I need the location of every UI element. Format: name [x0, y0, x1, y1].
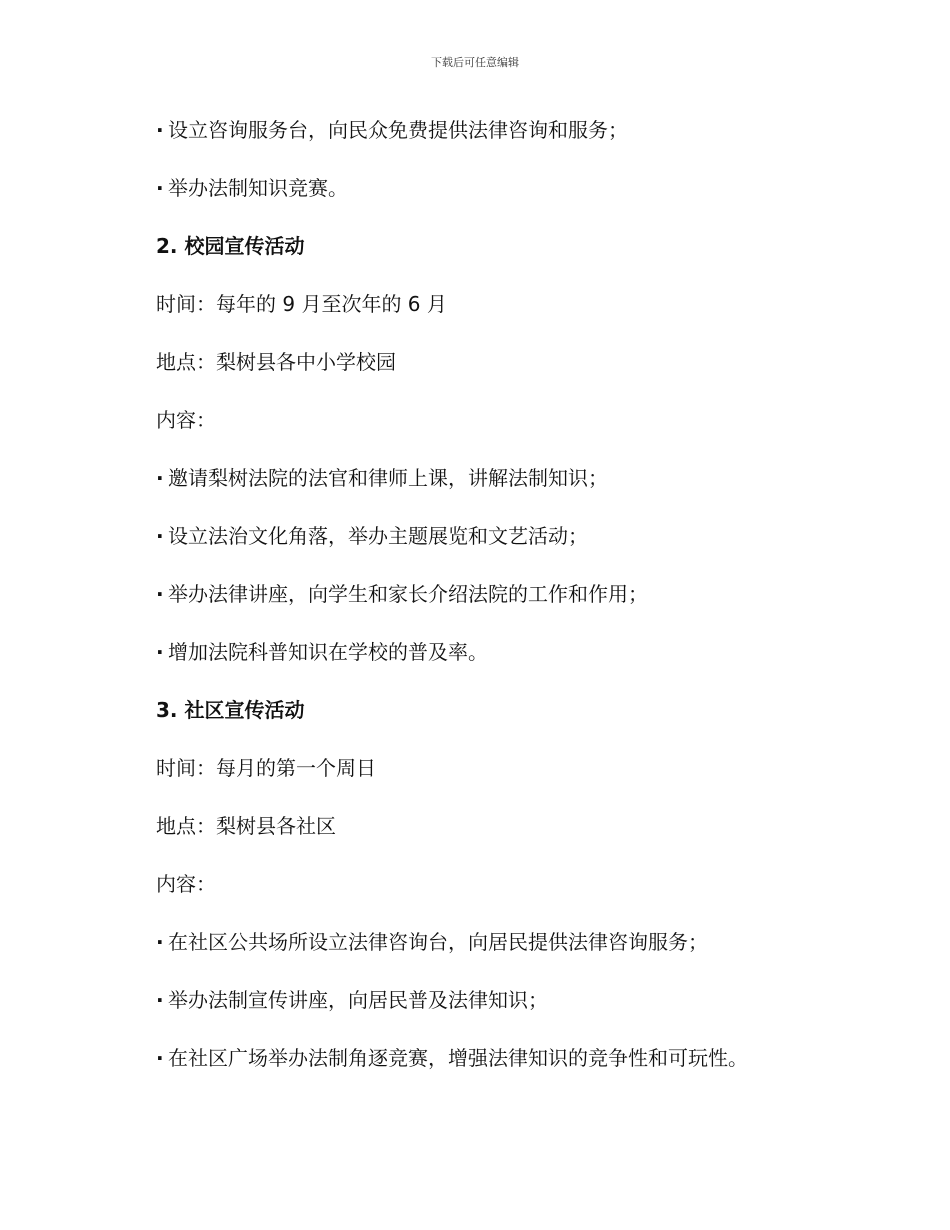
list-item-text: 邀请梨树法院的法官和律师上课，讲解法制知识；	[168, 466, 608, 490]
list-item	[156, 923, 836, 981]
list-item-text: 举办法制宣传讲座，向居民普及法律知识；	[168, 988, 548, 1012]
list-item	[156, 517, 836, 575]
bullet-icon: ·	[156, 930, 164, 954]
bullet-icon: ·	[156, 524, 164, 548]
campus-time: 时间：每年的 9 月至次年的 6 月	[156, 292, 447, 316]
list-item-text: 设立法治文化角落，举办主题展览和文艺活动；	[168, 524, 588, 548]
list-item	[156, 169, 836, 227]
section-heading-community: 3. 社区宣传活动	[156, 698, 305, 722]
bullet-icon: ·	[156, 118, 164, 142]
community-content-label: 内容：	[156, 872, 216, 896]
bullet-icon: ·	[156, 988, 164, 1012]
community-time: 时间：每月的第一个周日	[156, 756, 376, 780]
list-item-text: 在社区广场举办法制角逐竞赛，增强法律知识的竞争性和可玩性。	[168, 1046, 748, 1070]
community-place: 地点：梨树县各社区	[156, 814, 336, 838]
bullet-icon: ·	[156, 640, 164, 664]
list-item	[156, 575, 836, 633]
campus-place: 地点：梨树县各中小学校园	[156, 350, 396, 374]
campus-content-label: 内容：	[156, 408, 216, 432]
section-heading-campus: 2. 校园宣传活动	[156, 234, 305, 258]
bullet-icon: ·	[156, 466, 164, 490]
document-body	[156, 111, 836, 1097]
list-item	[156, 459, 836, 517]
bullet-icon: ·	[156, 1046, 164, 1070]
list-item	[156, 981, 836, 1039]
list-item-text: 举办法制知识竞赛。	[168, 176, 348, 200]
list-item-text: 增加法院科普知识在学校的普及率。	[168, 640, 488, 664]
page-header-note: 下载后可任意编辑	[431, 56, 519, 69]
list-item	[156, 111, 836, 169]
list-item-text: 举办法律讲座，向学生和家长介绍法院的工作和作用；	[168, 582, 648, 606]
list-item	[156, 1039, 836, 1097]
list-item-text: 在社区公共场所设立法律咨询台，向居民提供法律咨询服务；	[168, 930, 708, 954]
list-item-text: 设立咨询服务台，向民众免费提供法律咨询和服务；	[168, 118, 628, 142]
bullet-icon: ·	[156, 176, 164, 200]
list-item	[156, 633, 836, 691]
bullet-icon: ·	[156, 582, 164, 606]
